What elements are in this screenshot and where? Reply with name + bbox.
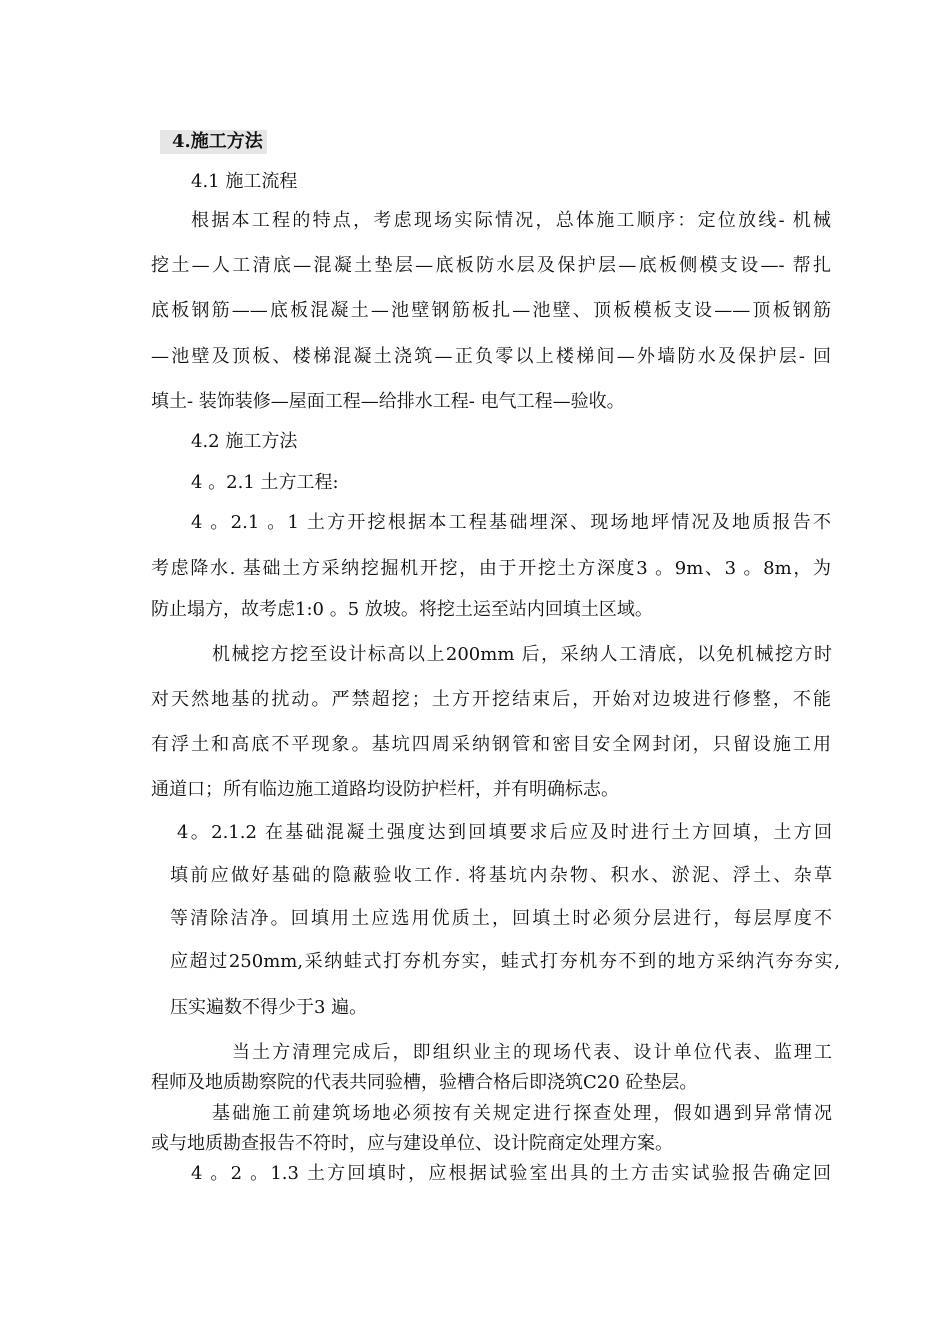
text-line: 4。2.1.2 在基础混凝土强度达到回填要求后应及时进行土方回填，土方回 <box>177 822 832 843</box>
text-line: 考虑降水. 基础土方采纳挖掘机开挖，由于开挖土方深度3 。9m、3 。8m，为 <box>151 558 831 579</box>
text-line: 4.1 施工流程 <box>191 171 298 192</box>
text-line: 基础施工前建筑场地必须按有关规定进行探查处理，假如遇到异常情况 <box>212 1103 832 1124</box>
text-line: 压实遍数不得少于3 遍。 <box>170 997 368 1018</box>
text-line: 4 。2.1 。1 土方开挖根据本工程基础埋深、现场地坪情况及地质报告不 <box>191 512 831 533</box>
text-line: 挖土—人工清底—混凝土垫层—底板防水层及保护层—底板侧模支设—- 帮扎 <box>151 255 831 276</box>
text-line: —池壁及顶板、楼梯混凝土浇筑—正负零以上楼梯间—外墙防水及保护层- 回 <box>151 346 831 367</box>
text-line: 4 。2 。1.3 土方回填时，应根据试验室出具的土方击实试验报告确定回 <box>191 1163 831 1184</box>
text-line: 当土方清理完成后，即组织业主的现场代表、设计单位代表、监理工 <box>232 1042 832 1063</box>
text-line: 根据本工程的特点，考虑现场实际情况，总体施工顺序：定位放线- 机械 <box>191 210 831 231</box>
text-line: 等清除洁净。回填用土应选用优质土，回填土时必须分层进行，每层厚度不 <box>170 908 832 929</box>
text-line: 有浮土和高底不平现象。基坑四周采纳钢管和密目安全网封闭，只留设施工用 <box>151 734 831 755</box>
text-line: 防止塌方，故考虑1:0 。5 放坡。将挖土运至站内回填土区域。 <box>151 599 653 620</box>
text-line: 底板钢筋——底板混凝土—池壁钢筋板扎—池壁、顶板模板支设——顶板钢筋 <box>151 300 831 321</box>
section-heading: 4.施工方法 <box>160 130 267 154</box>
text-line: 程师及地质勘察院的代表共同验槽，验槽合格后即浇筑C20 砼垫层。 <box>151 1072 698 1093</box>
text-line: 填前应做好基础的隐蔽验收工作. 将基坑内杂物、积水、淤泥、浮土、杂草 <box>170 865 832 886</box>
text-line: 应超过250mm,采纳蛙式打夯机夯实，蛙式打夯机夯不到的地方采纳汽夯夯实, <box>170 951 840 972</box>
text-line: 通道口；所有临边施工道路均设防护栏杆，并有明确标志。 <box>151 779 619 800</box>
text-line: 机械挖方挖至设计标高以上200mm 后，采纳人工清底，以免机械挖方时 <box>212 644 832 665</box>
text-line: 4 。2.1 土方工程: <box>191 472 339 493</box>
text-line: 4.2 施工方法 <box>191 431 298 452</box>
text-line: 对天然地基的扰动。严禁超挖；土方开挖结束后，开始对边坡进行修整，不能 <box>151 689 831 710</box>
text-line: 填土- 装饰装修—屋面工程—给排水工程- 电气工程—验收。 <box>151 391 625 412</box>
text-line: 或与地质勘查报告不符时，应与建设单位、设计院商定处理方案。 <box>151 1133 673 1154</box>
